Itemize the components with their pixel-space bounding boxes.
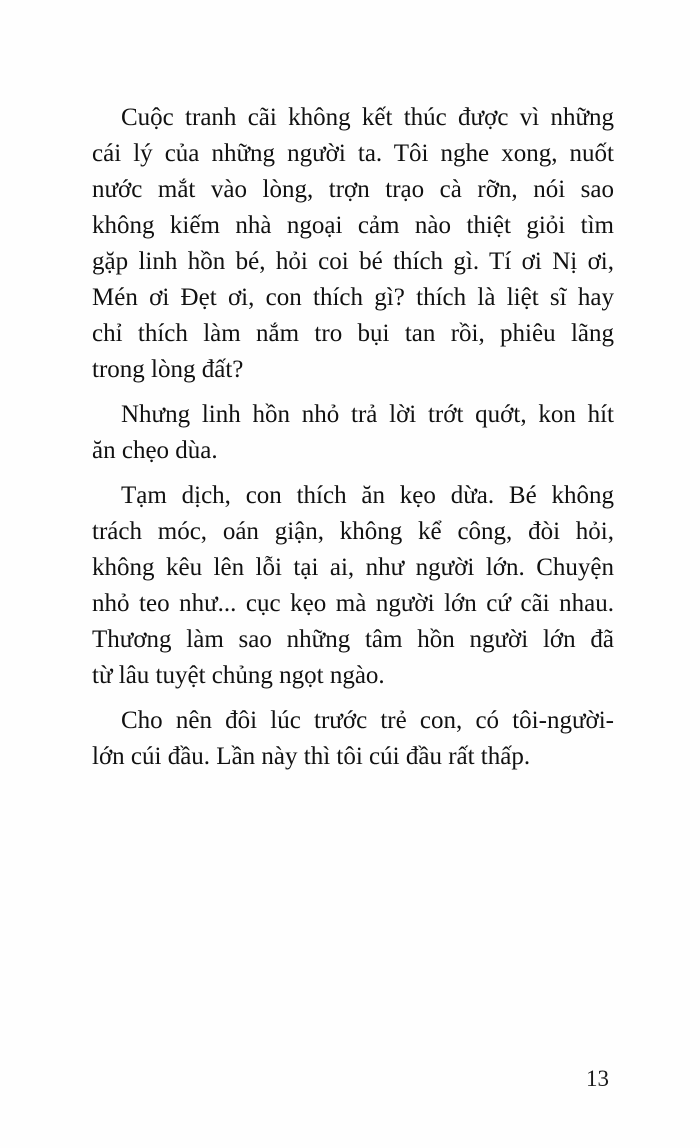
text-line: Tạm dịch, con thích ăn kẹo dừa. Bé không xyxy=(121,482,614,509)
paragraph-4 xyxy=(92,703,614,775)
text-line: Cuộc tranh cãi không kết thúc được vì những xyxy=(121,104,614,131)
text-line: từ lâu tuyệt chủng ngọt ngào. xyxy=(92,662,385,689)
text-line: nhỏ teo như... cục kẹo mà người lớn cứ cãi nhau. xyxy=(92,590,614,617)
text-line: không kiếm nhà ngoại cảm nào thiệt giỏi tìm xyxy=(92,212,614,239)
text-line: Cho nên đôi lúc trước trẻ con, có tôi-người- xyxy=(121,707,614,734)
text-line: ăn chẹo dùa. xyxy=(92,437,218,464)
text-line: trách móc, oán giận, không kể công, đòi hỏi, xyxy=(92,518,614,545)
page-number: 13 xyxy=(586,1066,609,1091)
text-line: Thương làm sao những tâm hồn người lớn đã xyxy=(92,626,614,653)
text-line: Mén ơi Đẹt ơi, con thích gì? thích là liệt sĩ hay xyxy=(92,284,614,311)
text-line: trong lòng đất? xyxy=(92,356,244,383)
text-line: cái lý của những người ta. Tôi nghe xong, nuốt xyxy=(92,140,614,167)
text-line: nước mắt vào lòng, trợn trạo cà rỡn, nói sao xyxy=(92,176,614,203)
text-line: chỉ thích làm nắm tro bụi tan rồi, phiêu lãng xyxy=(92,320,614,347)
text-line: lớn cúi đầu. Lần này thì tôi cúi đầu rất thấp. xyxy=(92,743,531,770)
text-line: Nhưng linh hồn nhỏ trả lời trớt quớt, kon hít xyxy=(121,401,614,428)
text-line: gặp linh hồn bé, hỏi coi bé thích gì. Tí ơi Nị ơi, xyxy=(92,248,614,275)
paragraph-1 xyxy=(92,100,614,388)
paragraph-2 xyxy=(92,397,614,469)
text-line: không kêu lên lỗi tại ai, như người lớn. Chuyện xyxy=(92,554,614,581)
paragraph-3 xyxy=(92,478,614,694)
body-text xyxy=(92,100,614,784)
